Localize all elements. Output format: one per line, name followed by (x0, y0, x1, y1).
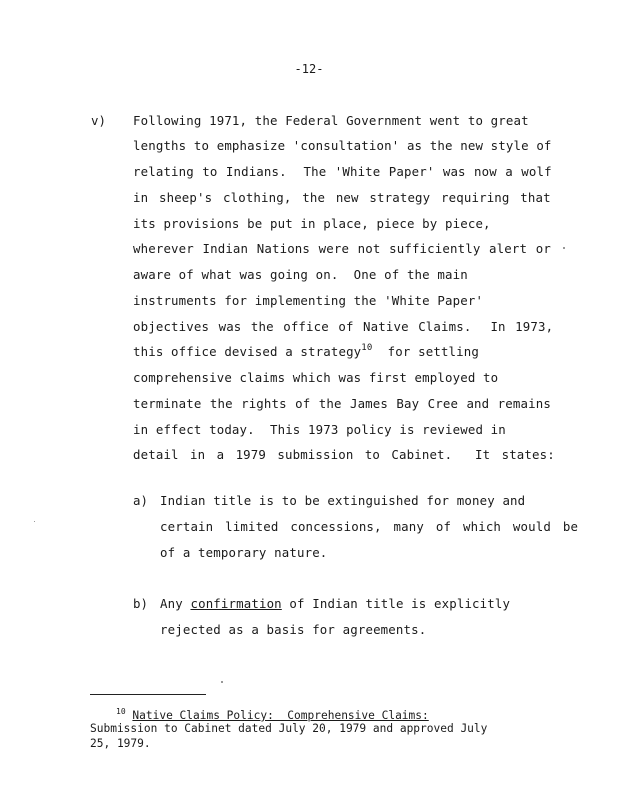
footnote-line-1: $^{10}$ Native Claims Policy: Comprehensive Claims: (116, 707, 429, 722)
footnote-number: 10 (116, 707, 126, 716)
paragraph-line-10: this office devised a strategy$^{10}$ for settling (133, 343, 479, 359)
footnote-ref-10: 10 (361, 343, 373, 353)
paragraph-line-2: lengths to emphasize 'consultation' as the new style of (133, 138, 552, 153)
item-b-line-2: rejected as a basis for agreements. (160, 622, 427, 637)
underlined-word: confirmation (190, 596, 282, 611)
item-marker-a: a) (133, 493, 148, 508)
footnote-line-2: Submission to Cabinet dated July 20, 1979 and approved July (90, 722, 488, 735)
item-a-line-1: Indian title is to be extinguished for money and (160, 493, 526, 508)
item-marker-b: b) (133, 596, 148, 611)
page-number: -12- (294, 62, 324, 76)
footnote-line-3: 25, 1979. (90, 737, 151, 750)
paragraph-line-14: detail in a 1979 submission to Cabinet. It states: (133, 447, 555, 462)
paragraph-line-5: its provisions be put in place, piece by piece, (133, 216, 491, 231)
paragraph-line-7: aware of what was going on. One of the main (133, 267, 468, 282)
item-a-line-2: certain limited concessions, many of which would be (160, 519, 579, 534)
section-marker-v: v) (91, 113, 106, 128)
paragraph-line-9: objectives was the office of Native Claims. In 1973, (133, 319, 554, 334)
paragraph-line-12: terminate the rights of the James Bay Cree and remains (133, 396, 551, 411)
paragraph-line-6: wherever Indian Nations were not sufficiently alert or (133, 241, 551, 256)
paragraph-line-13: in effect today. This 1973 policy is reviewed in (133, 422, 506, 437)
paragraph-line-8: instruments for implementing the 'White Paper' (133, 293, 484, 308)
scan-speck (563, 247, 565, 249)
paragraph-line-4: in sheep's clothing, the new strategy requiring that (133, 190, 551, 205)
item-b-line-1: Any confirmation of Indian title is explicitly (160, 596, 511, 611)
footnote-rule (90, 694, 206, 695)
paragraph-line-1: Following 1971, the Federal Government went to great (133, 113, 529, 128)
scan-speck (221, 681, 223, 683)
paragraph-line-11: comprehensive claims which was first employed to (133, 370, 499, 385)
item-a-line-3: of a temporary nature. (160, 545, 328, 560)
paragraph-line-3: relating to Indians. The 'White Paper' was now a wolf (133, 164, 552, 179)
scan-speck (34, 521, 35, 522)
